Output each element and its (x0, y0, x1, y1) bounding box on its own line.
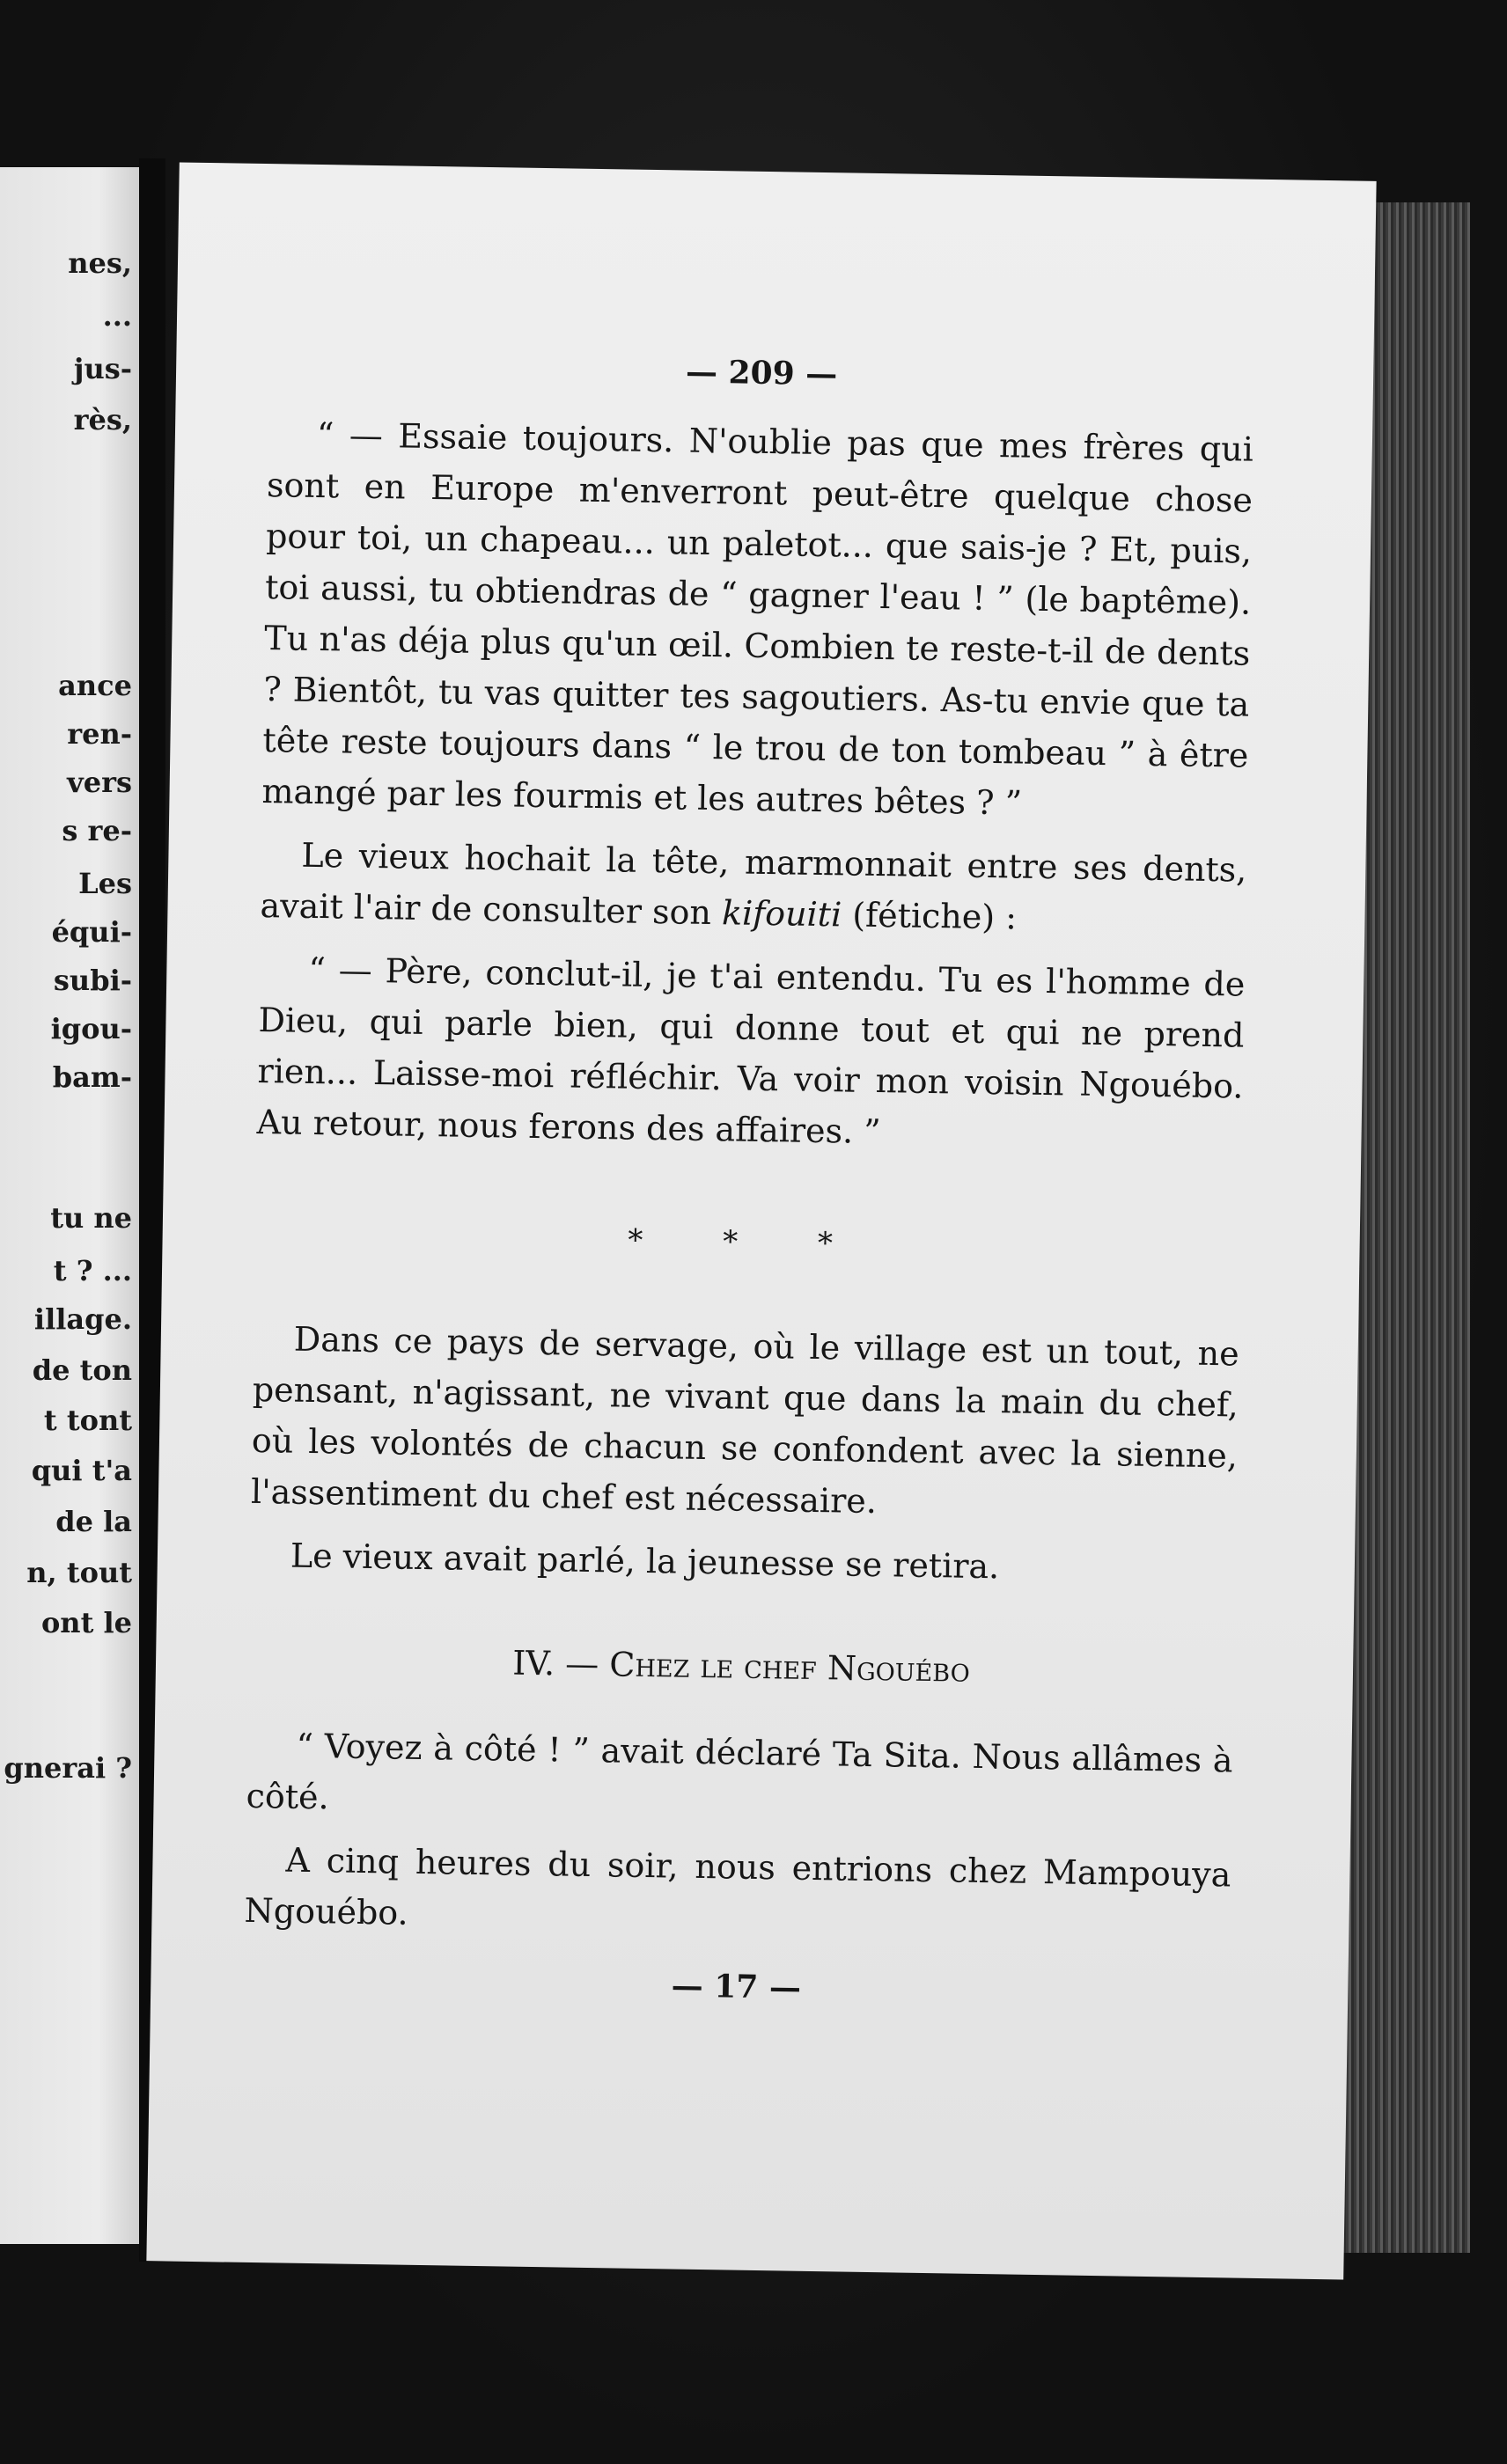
signature-mark: — 17 — (671, 1967, 802, 2006)
left-page-fragment: bam- (52, 1060, 132, 1094)
paragraph-vieux-hochait-text: Le vieux hochait la tête, marmonnait entre ses dents, avait l'air de consulter son kifouiti (fétiche) : (260, 835, 1247, 937)
section-title-text: Chez le chef Ngouébo (608, 1645, 971, 1690)
paragraph-pere-conclut: “ — Père, conclut-il, je t'ai entendu. Tu es l'homme de Dieu, qui parle bien, qui donne tout et qui ne prend rien... Laisse-moi réfléchir. Va voir mon voisin Ngouébo. Au retour, nous ferons des affaires. ” (256, 950, 1246, 1152)
left-page-fragment: ance (58, 669, 132, 702)
left-page-fragment: de la (55, 1505, 132, 1538)
left-page-fragment: s re- (62, 814, 132, 847)
left-page-fragment: n, tout (26, 1556, 132, 1589)
left-page-fragment: jus- (73, 352, 132, 385)
section-separator: * * * (628, 1222, 869, 1262)
paragraph-vieux-hochait (260, 829, 1247, 947)
left-page-fragment: igou- (50, 1012, 132, 1045)
paragraph-cinq-heures: A cinq heures du soir, nous entrions chez Mampouya Ngouébo. (244, 1840, 1231, 1932)
left-page-fragment: nes, (68, 246, 132, 280)
left-page-fragment: ... (102, 299, 132, 333)
paragraph-pays-servage: Dans ce pays de servage, où le village est un tout, ne pensant, n'agissant, ne vivant que dans la main du chef, où les volontés de chacun se confondent avec la sienne, l'assentiment du chef est nécessaire. (250, 1319, 1240, 1522)
paragraph-voyez: “ Voyez à côté ! ” avait déclaré Ta Sita. Nous allâmes à côté. (246, 1726, 1233, 1817)
page-content (243, 340, 1255, 2020)
left-page-fragment: t tont (43, 1404, 132, 1437)
left-page-fragment: de ton (32, 1353, 132, 1387)
left-page-fragment: ren- (67, 717, 132, 751)
left-page-fragment: subi- (53, 964, 132, 997)
book-page (146, 162, 1376, 2279)
left-page-fragment: ont le (40, 1606, 132, 1639)
left-page-fragment: rès, (73, 403, 132, 436)
section-title-number: IV. — (511, 1643, 610, 1684)
left-page-fragment: gnerai ? (4, 1751, 132, 1785)
left-page-fragment: tu ne (50, 1201, 132, 1235)
italic-term: kifouiti (721, 893, 842, 935)
section-title (248, 1633, 1235, 1700)
left-page-fragment: Les (78, 867, 132, 900)
left-facing-page (0, 167, 141, 2244)
left-page-fragment: vers (67, 766, 132, 799)
left-page-fragment: équi- (51, 915, 132, 949)
paragraph-essaie: “ — Essaie toujours. N'oublie pas que mes frères qui sont en Europe m'enverront peut-être quelque chose pour toi, un chapeau... un paletot... que sais-je ? Et, puis, toi aussi, tu obtiendras de “ gagner l'eau ! ” (le baptême). Tu n'as déja plus qu'un œil. Combien te reste-t-il de dents ? Bientôt, tu vas quitter tes sagoutiers. As-tu envie que ta tête reste toujours dans “ le trou de ton tombeau ” à être mangé par les fourmis et les autres bêtes ? ” (261, 414, 1254, 823)
left-page-fragment: t ? ... (53, 1254, 132, 1287)
left-page-fragment: illage. (33, 1302, 132, 1336)
paragraph-vieux-parle: Le vieux avait parlé, la jeunesse se retira. (290, 1536, 1000, 1587)
page-header-number: — 209 — (685, 353, 838, 393)
left-page-fragment: qui t'a (31, 1454, 132, 1487)
